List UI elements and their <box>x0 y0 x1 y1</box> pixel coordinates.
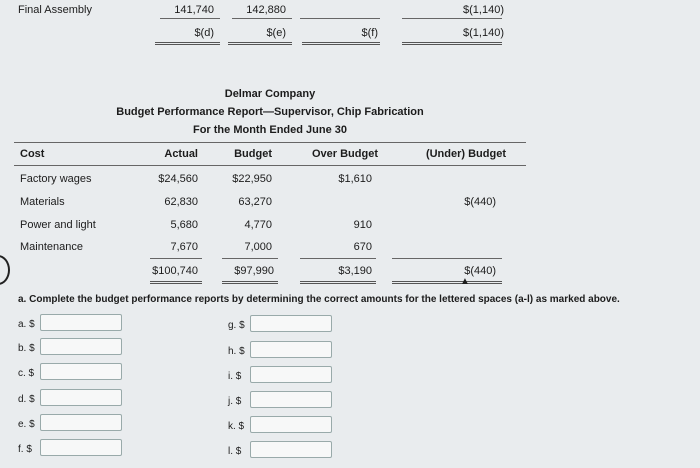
header-over: Over Budget <box>311 148 378 160</box>
top-cell: $(1,140) <box>463 4 504 16</box>
instruction-text: a. Complete the budget performance reports by determining the correct amounts for the lettered spaces (a-l) as marked above. <box>18 294 620 305</box>
answer-f-field[interactable] <box>40 439 122 456</box>
top-cell: $(1,140) <box>463 27 504 39</box>
top-row-label: Final Assembly <box>18 4 92 16</box>
answer-l-field[interactable] <box>250 441 332 458</box>
answer-label: c. $ <box>18 368 35 379</box>
answer-e-field[interactable] <box>40 414 122 431</box>
answer-label: j. $ <box>228 396 242 407</box>
row-cost: Maintenance <box>20 241 83 253</box>
row-actual: $24,560 <box>158 173 198 185</box>
edge-arc-icon <box>0 255 10 285</box>
row-budget: 7,000 <box>244 241 272 253</box>
answer-h-field[interactable] <box>250 341 332 358</box>
row-cost: Materials <box>20 196 65 208</box>
total-under: $(440) <box>464 265 496 277</box>
answer-label: e. $ <box>18 419 35 430</box>
answer-i-field[interactable] <box>250 366 332 383</box>
top-cell: 142,880 <box>246 4 286 16</box>
row-budget: 4,770 <box>244 219 272 231</box>
header-budget: Budget <box>234 148 272 160</box>
answer-label: a. $ <box>18 319 35 330</box>
answer-a-field[interactable] <box>40 314 122 331</box>
answer-label: d. $ <box>18 394 35 405</box>
row-budget: $22,950 <box>232 173 272 185</box>
row-budget: 63,270 <box>238 196 272 208</box>
answer-label: k. $ <box>228 421 245 432</box>
top-cell: $(f) <box>361 27 378 39</box>
answer-label: i. $ <box>228 371 242 382</box>
answer-k-field[interactable] <box>250 416 332 433</box>
cursor-icon: ▲ <box>460 276 470 287</box>
report-title: Budget Performance Report—Supervisor, Chip Fabrication <box>116 106 424 118</box>
top-cell: $(e) <box>266 27 286 39</box>
answer-g-field[interactable] <box>250 315 332 332</box>
row-actual: 5,680 <box>170 219 198 231</box>
answer-label: h. $ <box>228 346 245 357</box>
answer-label: b. $ <box>18 343 35 354</box>
company-name: Delmar Company <box>224 88 316 100</box>
answer-d-field[interactable] <box>40 389 122 406</box>
answer-c-field[interactable] <box>40 363 122 380</box>
header-actual: Actual <box>164 148 198 160</box>
row-cost: Power and light <box>20 219 96 231</box>
row-over: 910 <box>353 219 372 231</box>
row-actual: 7,670 <box>170 241 198 253</box>
row-cost: Factory wages <box>20 173 92 185</box>
row-over: 670 <box>353 241 372 253</box>
top-cell: 141,740 <box>174 4 214 16</box>
total-actual: $100,740 <box>152 265 198 277</box>
row-actual: 62,830 <box>164 196 198 208</box>
row-over: $1,610 <box>338 173 372 185</box>
answer-j-field[interactable] <box>250 391 332 408</box>
header-cost: Cost <box>20 148 45 160</box>
answer-label: l. $ <box>228 446 242 457</box>
row-under: $(440) <box>464 196 496 208</box>
answer-label: f. $ <box>18 444 32 455</box>
top-cell: $(d) <box>194 27 214 39</box>
answer-label: g. $ <box>228 320 245 331</box>
report-period: For the Month Ended June 30 <box>192 124 347 136</box>
total-over: $3,190 <box>338 265 372 277</box>
answer-b-field[interactable] <box>40 338 122 355</box>
header-under: (Under) Budget <box>425 148 506 160</box>
total-budget: $97,990 <box>234 265 274 277</box>
